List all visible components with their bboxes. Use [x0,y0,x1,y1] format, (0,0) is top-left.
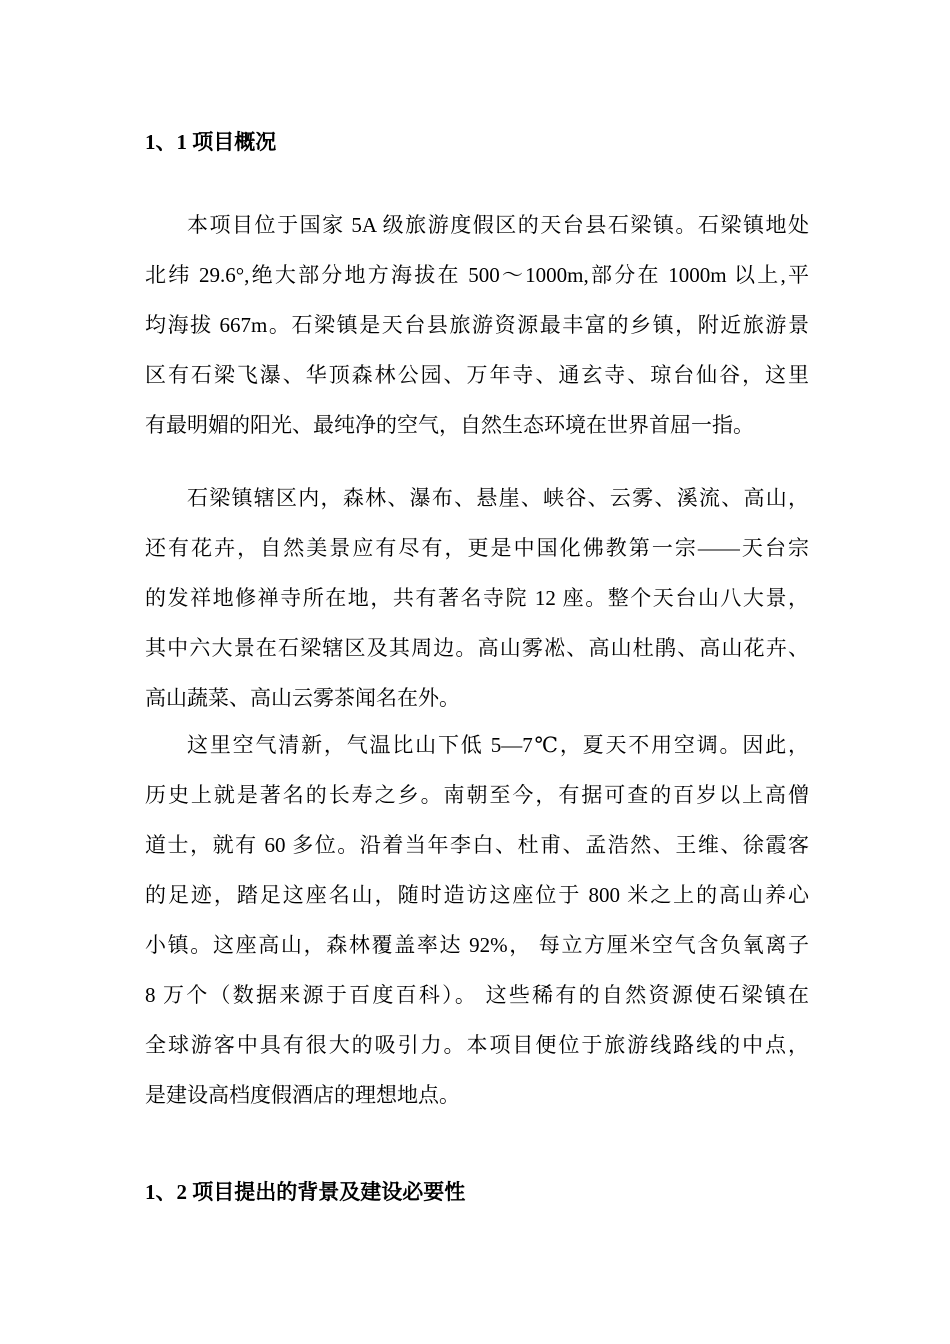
text-line: 石梁镇辖区内，森林、瀑布、悬崖、峡谷、云雾、溪流、高山， [187,486,809,510]
text-line: 这里空气清新，气温比山下低 5—7℃，夏天不用空调。因此， [187,733,809,757]
text-line: 是建设高档度假酒店的理想地点。 [145,1083,460,1107]
text-line: 区有石梁飞瀑、华顶森林公园、万年寺、通玄寺、琼台仙谷，这里 [145,363,809,387]
text-line: 8 万个（数据来源于百度百科）。 这些稀有的自然资源使石梁镇在 [145,983,809,1007]
paragraph-climate [145,720,809,1120]
text-line: 其中六大景在石梁辖区及其周边。高山雾凇、高山杜鹃、高山花卉、 [145,636,809,660]
text-line: 小镇。这座高山，森林覆盖率达 92%， 每立方厘米空气含负氧离子 [145,933,809,957]
text-line: 的足迹，踏足这座名山，随时造访这座位于 800 米之上的高山养心 [145,883,809,907]
paragraph-overview [145,200,809,450]
text-line: 历史上就是著名的长寿之乡。南朝至今，有据可查的百岁以上高僧 [145,783,809,807]
text-line: 全球游客中具有很大的吸引力。本项目便位于旅游线路线的中点， [145,1033,809,1057]
section-heading-1-1: 1、1 项目概况 [145,130,277,154]
text-line: 本项目位于国家 5A 级旅游度假区的天台县石梁镇。石梁镇地处 [187,213,809,237]
text-line: 均海拔 667m。石梁镇是天台县旅游资源最丰富的乡镇，附近旅游景 [145,313,809,337]
text-line: 高山蔬菜、高山云雾茶闻名在外。 [145,686,460,710]
text-line: 还有花卉，自然美景应有尽有，更是中国化佛教第一宗——天台宗 [145,536,809,560]
text-line: 有最明媚的阳光、最纯净的空气，自然生态环境在世界首屈一指。 [145,413,754,437]
text-line: 道士，就有 60 多位。沿着当年李白、杜甫、孟浩然、王维、徐霞客 [145,833,809,857]
text-line: 的发祥地修禅寺所在地，共有著名寺院 12 座。整个天台山八大景， [145,586,809,610]
paragraph-scenery [145,473,809,723]
text-line: 北纬 29.6°,绝大部分地方海拔在 500～1000m,部分在 1000m 以上,平 [145,263,809,287]
section-heading-1-2: 1、2 项目提出的背景及建设必要性 [145,1180,466,1204]
